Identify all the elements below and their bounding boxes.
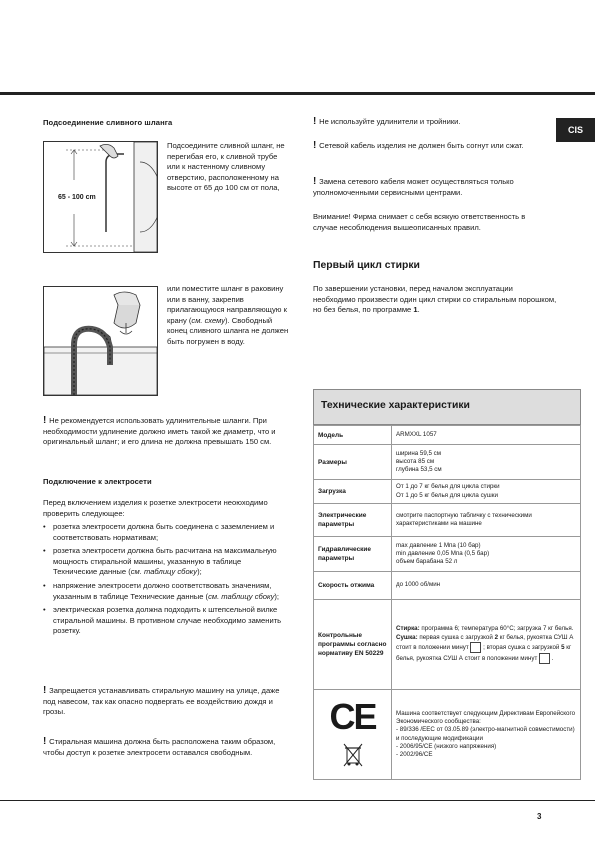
drain-heading: Подсоединение сливного шланга (43, 118, 173, 127)
spec-value-load (392, 480, 581, 504)
spec-key-model: Модель (314, 426, 392, 445)
warning-icon: ! (313, 176, 320, 187)
first-cycle-text (313, 284, 557, 316)
hyd-min: min давление 0,05 Мпа (0,5 бар) (396, 549, 490, 557)
para2-text-b: ). Свободный конец сливного шланга не должен быть погружен в воду. (167, 315, 289, 346)
prog-wash-label: Стирка: (396, 625, 420, 633)
dim-width: ширина 59,5 см (396, 449, 442, 457)
first-cycle-program: 1 (413, 305, 418, 315)
check-voltage-end: ); (274, 591, 280, 601)
spec-key-electric: Электрические параметры (314, 504, 392, 537)
dim-depth: глубина 53,5 см (396, 466, 442, 474)
prog-dry-text-3: ; вторая сушка с загрузкой (481, 643, 562, 651)
sink-hose-illustration (44, 287, 157, 395)
spec-key-spin: Скорость отжима (314, 572, 392, 600)
table-row (314, 600, 581, 690)
spec-value-programs (392, 600, 581, 690)
weee-bin-icon (342, 742, 364, 768)
ce-mark: CE (329, 695, 376, 737)
prog-dry-kg-2: 5 (561, 643, 565, 651)
first-cycle-text-a: По завершении установки, перед началом эксплуатации необходимо произвести один цикл стирки со стиральным порошком, но без белья, по программе (313, 284, 557, 315)
first-cycle-heading: Первый цикл стирки (313, 260, 420, 271)
spec-value-spin: до 1000 об/мин (392, 572, 581, 600)
hyd-drum: объем барабана 52 л (396, 558, 458, 566)
page-number: 3 (537, 812, 542, 821)
check-voltage-text: напряжение электросети должно соответствовать значениям, указанным в таблице Технические данные ( (53, 580, 272, 601)
electric-heading: Подключение к электросети (43, 477, 152, 486)
table-row (314, 572, 581, 600)
check-voltage-em: см. таблицу сбоку (208, 591, 275, 601)
table-row (314, 504, 581, 537)
spec-key-dimensions: Размеры (314, 445, 392, 480)
spec-heading: Технические характеристики (321, 400, 470, 411)
spec-value-model: ARMXXL 1057 (392, 426, 581, 445)
drying-icon (470, 642, 481, 653)
load-dry: От 1 до 5 кг белья для цикла сушки (396, 491, 498, 499)
warning-outdoor-text: Запрещается устанавливать стиральную машину на улице, даже под навесом, так как опасно подвергать ее воздействию дождя и грозы. (43, 686, 280, 717)
warning-icon: ! (313, 140, 320, 151)
warning-extension-hose (43, 416, 283, 448)
drying-icon (539, 653, 550, 664)
warning-access (43, 737, 283, 758)
top-rule (0, 92, 595, 95)
check-power-em: см. таблицу сбоку (130, 567, 198, 577)
check-plug: • электрическая розетка должна подходить к штепсельной вилке стиральной машины. В противном случае необходимо заменить розетку. (43, 605, 283, 637)
warning-icon: ! (43, 415, 50, 426)
check-power (43, 546, 283, 578)
check-power-end: ); (197, 567, 202, 577)
electric-checklist (43, 522, 283, 640)
prog-dry-kg-1: 2 (494, 633, 499, 641)
drain-height-figure (43, 141, 158, 253)
ce-directives: Машина соответствует следующим Директивам Европейского Экономического сообщества: - 89/336 /ЕЕС от 03.05.89 (электро-магнитной совместимости) и последующие модификации - 2006/95/CE (низкого напряжения) - 2002/96/CE (392, 690, 581, 780)
warning-access-text: Стиральная машина должна быть расположена таким образом, чтобы доступ к розетке электросети оставался свободным. (43, 737, 276, 757)
load-wash: От 1 до 7 кг белья для цикла стирки (396, 483, 500, 491)
first-cycle-text-b: . (417, 305, 420, 315)
hyd-max: max давление 1 Мпа (10 бар) (396, 541, 481, 549)
drain-paragraph-2 (167, 284, 289, 348)
attention-notice: Внимание! Фирма снимает с себя всякую ответственность в случае несоблюдения вышеописанных правил. (313, 212, 526, 232)
spec-value-dimensions (392, 445, 581, 480)
height-range-label: 65 - 100 cm (58, 194, 96, 201)
spec-value-electric: смотрите паспортную табличку с техническими характеристиками на машине (392, 504, 581, 537)
bottom-rule (0, 800, 595, 801)
table-row (314, 426, 581, 445)
spec-value-hydraulic (392, 537, 581, 572)
check-grounding: • розетка электросети должна быть соединена с заземлением и соответствовать нормативам; (43, 522, 283, 543)
check-power-text: розетка электросети должна быть расчитана на максимальную мощность стиральной машины, указанную в таблице Технические данные ( (53, 546, 277, 577)
drain-paragraph-1: Подсоедините сливной шланг, не перегибая его, к сливной трубе или к настенному сливному отверстию, расположенному на высоте от 65 до 100 см от пола, (167, 141, 285, 193)
warning-no-extensions (313, 117, 553, 128)
sink-hose-figure (43, 286, 158, 396)
warning-extension-text: Не рекомендуется использовать удлинительные шланги. При необходимости удлинение должно иметь такой же диаметр, что и оригинальный шланг; и его длина не должна превышать 150 см. (43, 416, 276, 447)
prog-dry-text-5: . (550, 654, 554, 662)
language-tab: CIS (556, 118, 595, 142)
prog-dry-text-1: первая сушка с загрузкой (417, 633, 495, 641)
table-row (314, 537, 581, 572)
warning-icon: ! (43, 736, 50, 747)
table-row (314, 480, 581, 504)
check-voltage (43, 581, 283, 602)
table-row (314, 690, 581, 780)
warning-cable-replace-text: Замена сетевого кабеля может осуществляться только уполномоченными сервисными центрами. (313, 177, 514, 197)
spec-heading-box (313, 389, 581, 425)
electric-intro: Перед включением изделия к розетке электросети неоюходимо проверить следующее: (43, 498, 268, 518)
spec-key-programs: Контрольные программы согласно нормативу EN 50229 (314, 600, 392, 690)
warning-cable (313, 141, 545, 152)
para2-emphasis: см. схему (191, 315, 226, 325)
table-row (314, 445, 581, 480)
prog-dry-text-4: кг белья, рукоятка СУШ А стоит в положении минут (396, 643, 572, 662)
warning-no-extensions-text: Не используйте удлинители и тройники. (319, 117, 461, 126)
para2-text-a: или поместите шланг в раковину или в ванну, закрепив прилагающуюся направляющую к крану ( (167, 284, 287, 325)
prog-dry-text-2: кг белья, рукоятка СУШ А стоит в положении минут (396, 633, 574, 651)
warning-icon: ! (43, 685, 50, 696)
warning-icon: ! (313, 116, 320, 127)
spec-marks-cell (314, 690, 392, 780)
warning-cable-replace (313, 177, 553, 198)
spec-key-load: Загрузка (314, 480, 392, 504)
spec-key-hydraulic: Гидравлические параметры (314, 537, 392, 572)
prog-wash-text: программа 6; температура 60°C; загрузка 7 кг белья. (419, 625, 574, 633)
spec-table (313, 425, 581, 780)
dim-height: высота 85 см (396, 457, 435, 465)
prog-dry-label: Сушка: (396, 633, 418, 641)
warning-outdoor (43, 686, 283, 718)
warning-cable-text: Сетевой кабель изделия не должен быть согнут или сжат. (319, 141, 524, 150)
